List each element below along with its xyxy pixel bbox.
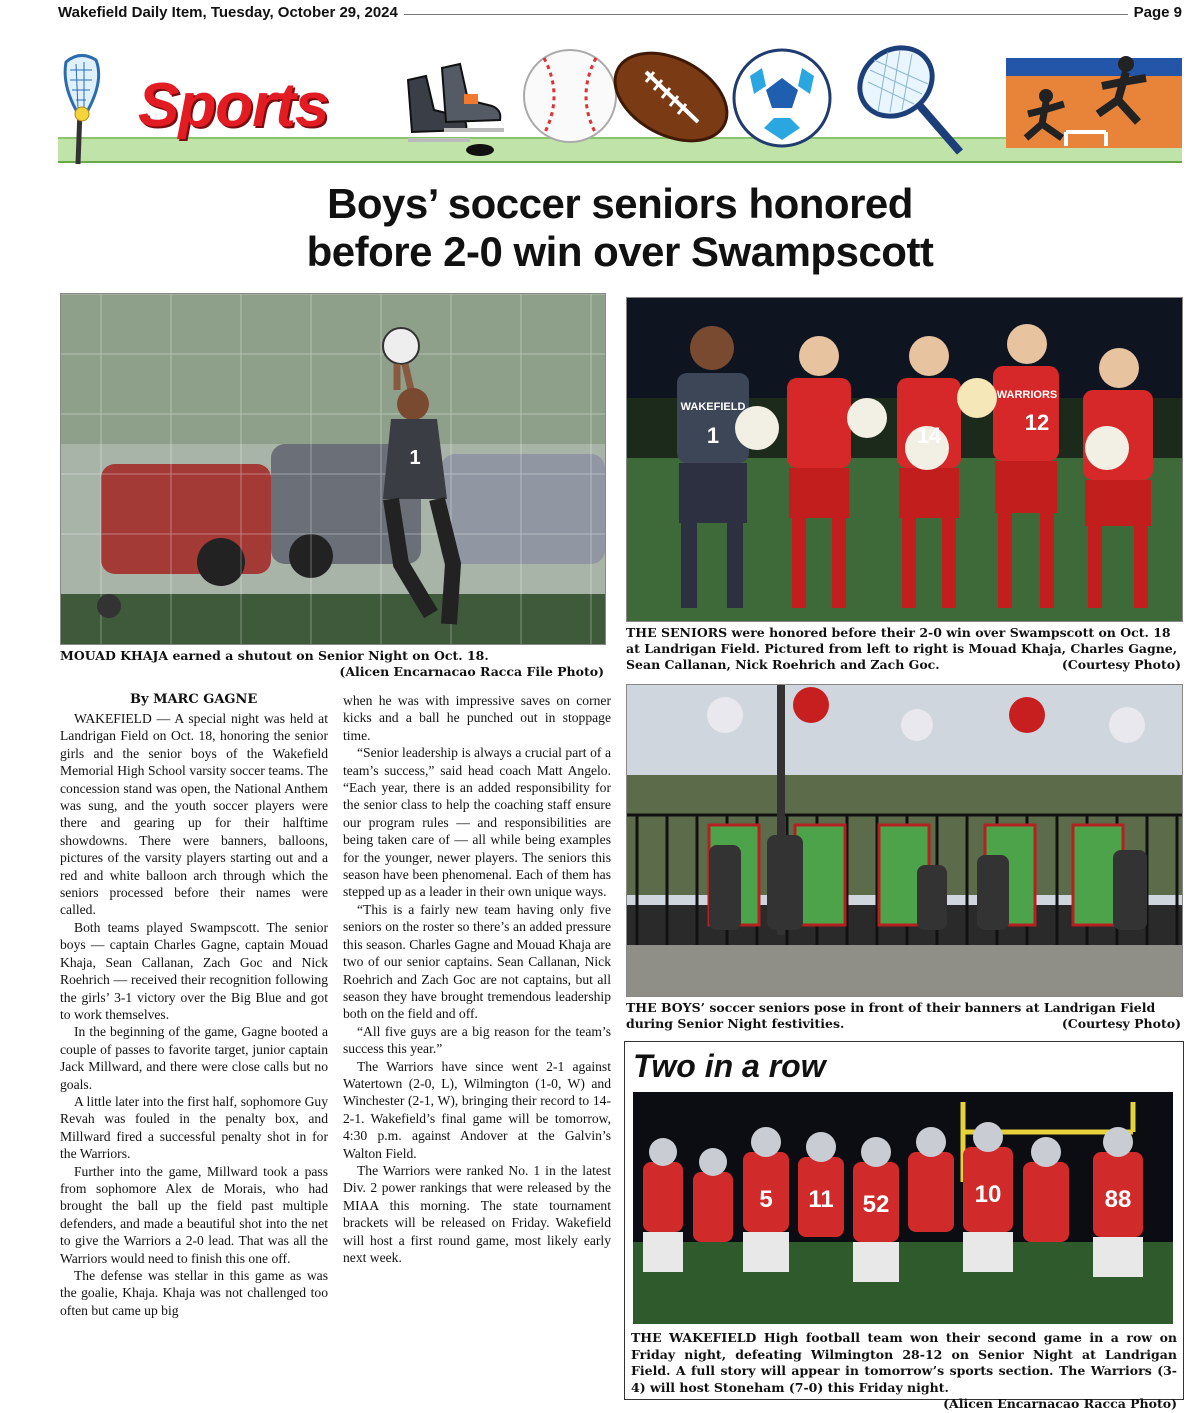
- headline-line-1: Boys’ soccer seniors honored: [327, 180, 913, 227]
- page-header: [58, 4, 1182, 24]
- football-jersey-5: 88: [1104, 1186, 1132, 1213]
- football-jersey-2: 11: [808, 1186, 834, 1213]
- sports-banner: [58, 32, 1182, 167]
- jersey-number-3: 14: [916, 423, 942, 448]
- seniors-photo-credit: (Courtesy Photo): [1061, 657, 1181, 672]
- football-icon: [606, 42, 736, 152]
- soccer-ball-icon: [730, 46, 834, 150]
- paragraph: WAKEFIELD — A special night was held at Landrigan Field on Oct. 18, honoring the senior girls and the senior boys of the Wakefield Memorial High School varsity soccer teams. The concession stand was open, the National Anthem was sung, and the youth soccer players were there and gearing up for their halftime showdowns. There were banners, balloons, pictures of the varsity players starting out and a red and white balloon arch through which the seniors processed before their names were called.: [60, 711, 328, 918]
- track-athletes-icon: [1006, 42, 1182, 152]
- lacrosse-stick-icon: [58, 52, 128, 167]
- jersey-number-1: 1: [706, 423, 720, 448]
- paragraph: “Senior leadership is always a crucial part of a team’s success,” said head coach Matt Angelo. “Each year, there is an added responsibility for the senior class to help the coaching staff ensure our program rules — and responsibilities are being taken care of — all while being examples for the younger, newer players. The seniors this season have been phenomenal. Each of them has stepped up as a leader in their own unique ways.: [343, 745, 611, 900]
- goalie-photo-image: [61, 294, 605, 644]
- jersey-text-1: WAKEFIELD: [680, 401, 746, 413]
- main-headline: [58, 180, 1182, 276]
- banners-caption-text: THE BOYS’ soccer seniors pose in front of their banners at Landrigan Field during Senior Night festivities.: [626, 1000, 1156, 1031]
- football-caption-text: THE WAKEFIELD High football team won their second game in a row on Friday night, defeating Wilmington 28-12 on Senior Night at Landrigan Field. A full story will appear in tomorrow’s sports section. The Warriors (3-4) will host Stoneham (7-0) this Friday night.: [631, 1330, 1177, 1395]
- goalie-jersey-number: 1: [409, 447, 421, 469]
- paragraph: The Warriors have since went 2-1 against Watertown (2-0, L), Wilmington (1-0, W) and Winchester (2-1, W), bringing their record to 14-2-1. Wakefield’s final game will be tomorrow, 4:30 p.m. against Andover at the Galvin’s Walton Field.: [343, 1058, 611, 1161]
- banners-photo-image: [627, 685, 1182, 996]
- goalie-photo-caption: [60, 648, 604, 680]
- sports-title: Sports: [138, 71, 329, 140]
- banners-photo-credit: (Courtesy Photo): [1061, 1016, 1181, 1031]
- jersey-number-4: 12: [1024, 410, 1050, 435]
- article-byline: By MARC GAGNE: [130, 692, 258, 707]
- seniors-photo-image: [627, 298, 1182, 621]
- paragraph: The defense was stellar in this game as was the goalie, Khaja. Khaja was not challenged too often but came up big: [60, 1268, 328, 1318]
- seniors-photo-caption: [626, 625, 1181, 673]
- football-feature-box: [624, 1041, 1184, 1411]
- football-photo-image: [633, 1092, 1173, 1324]
- paragraph: A little later into the first half, sophomore Guy Revah was fouled in the penalty box, and Millward fired a successful penalty shot in for the Warriors.: [60, 1093, 328, 1162]
- paragraph: “This is a fairly new team having only five seniors on the roster so there’s an added pressure this season. Charles Gagne and Mouad Khaja are two of our senior captains. Sean Callanan, Nick Roehrich and Zach Goc are not captains, but all season they have brought tremendous leadership both on the field and off.: [343, 901, 611, 1022]
- headline-line-2: before 2-0 win over Swampscott: [306, 228, 934, 275]
- page-number: Page 9: [1128, 4, 1182, 21]
- football-photo-credit: (Alicen Encarnacao Racca Photo): [943, 1396, 1177, 1411]
- goalie-photo: [60, 293, 606, 645]
- paragraph: In the beginning of the game, Gagne booted a couple of passes to favorite target, junior captain Jack Millward, and there were close calls but no goals.: [60, 1024, 328, 1092]
- paragraph: when he was with impressive saves on corner kicks and a ball he punched out in stoppage time.: [343, 693, 611, 743]
- publication-date-line: Wakefield Daily Item, Tuesday, October 29, 2024: [58, 4, 404, 21]
- banners-photo: [626, 684, 1183, 997]
- paragraph: Both teams played Swampscott. The senior boys — captain Charles Gagne, captain Mouad Khaja, Sean Callanan, Zach Goc and Nick Roehrich — received their recognition following the girls’ 3-1 victory over the Big Blue and got to work themselves.: [60, 919, 328, 1022]
- goalie-caption-text: MOUAD KHAJA earned a shutout on Senior Night on Oct. 18.: [60, 648, 489, 663]
- goalie-photo-credit: (Alicen Encarnacao Racca File Photo): [339, 664, 604, 679]
- baseball-icon: [520, 46, 620, 146]
- seniors-caption-text: THE SENIORS were honored before their 2-0 win over Swampscott on Oct. 18 at Landrigan Field. Pictured from left to right is Mouad Khaja, Charles Gagne, Sean Callanan, Nick Roehrich and Zach Goc.: [626, 625, 1178, 672]
- football-photo: [633, 1092, 1173, 1324]
- paragraph: The Warriors were ranked No. 1 in the latest Div. 2 power rankings that were released by the MIAA this morning. The state tournament brackets will be released on Friday. Wakefield will host a first round game, most likely early next week.: [343, 1162, 611, 1265]
- banners-photo-caption: [626, 1000, 1181, 1032]
- tennis-racket-icon: [848, 40, 968, 160]
- paragraph: “All five guys are a big reason for the team’s success this year.”: [343, 1023, 611, 1057]
- football-jersey-4: 10: [974, 1181, 1002, 1208]
- football-box-caption: [631, 1330, 1177, 1413]
- football-jersey-1: 5: [759, 1186, 773, 1213]
- paragraph: Further into the game, Millward took a pass from sophomore Alex de Morais, who had brought the ball up the field past multiple defenders, and made a beautiful shot into the net to give the Warriors a 2-0 lead. That was all the Warriors would need to finish this one off.: [60, 1163, 328, 1266]
- football-box-title: Two in a row: [633, 1048, 826, 1084]
- jersey-text-4: WARRIORS: [996, 389, 1058, 401]
- ice-skates-icon: [398, 50, 510, 160]
- article-column-1: [60, 710, 328, 1319]
- article-column-2: [343, 692, 611, 1266]
- seniors-photo: [626, 297, 1183, 622]
- football-jersey-3: 52: [862, 1191, 890, 1218]
